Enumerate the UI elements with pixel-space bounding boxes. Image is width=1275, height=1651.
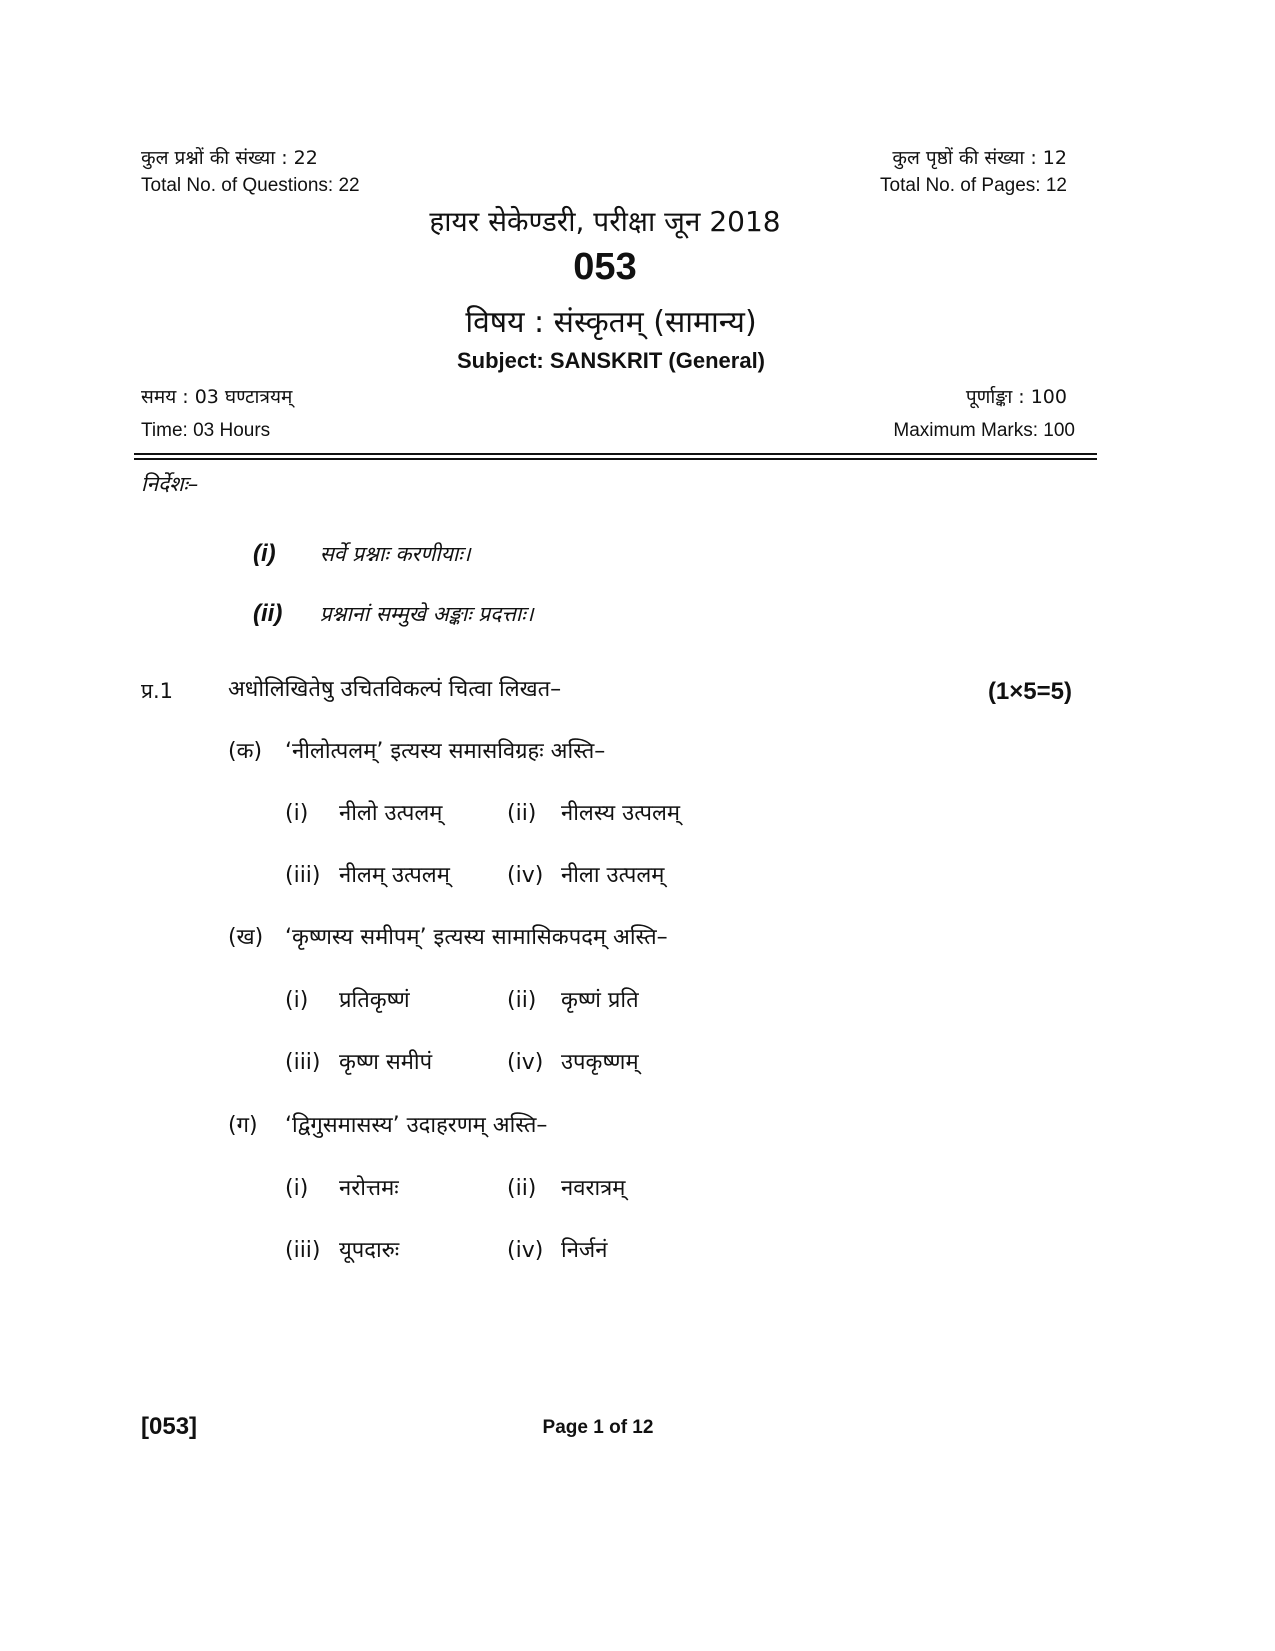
time-english: Time: 03 Hours	[141, 420, 271, 441]
option-text: नीलस्य उत्पलम्	[561, 801, 681, 826]
option-number: (ii)	[507, 988, 537, 1013]
paper-code: 053	[573, 246, 637, 288]
instructions-heading: निर्देशः–	[141, 472, 199, 496]
option-number: (i)	[285, 801, 309, 826]
option-number: (i)	[285, 1176, 309, 1201]
total-questions-english: Total No. of Questions: 22	[141, 175, 360, 196]
instruction-text: सर्वे प्रश्नाः करणीयाः।	[319, 542, 471, 566]
option-text: कृष्णं प्रति	[561, 988, 639, 1013]
time-hindi: समय : 03 घण्टात्रयम्	[141, 386, 293, 408]
footer-paper-code: [053]	[141, 1413, 198, 1440]
option-number: (ii)	[507, 1176, 537, 1201]
option-text: यूपदारुः	[339, 1238, 400, 1263]
option-text: नीला उत्पलम्	[561, 863, 665, 888]
option-row	[285, 1172, 625, 1202]
question-label: प्र.1	[141, 679, 173, 703]
header-divider-top	[134, 453, 1097, 455]
total-pages-english: Total No. of Pages: 12	[880, 175, 1067, 196]
option-number: (iii)	[285, 863, 321, 888]
instruction-number: (ii)	[253, 600, 283, 627]
max-marks-hindi: पूर्णाङ्का : 100	[965, 386, 1067, 408]
option-number: (iv)	[507, 1238, 544, 1263]
subject-hindi: विषय : संस्कृतम् (सामान्य)	[465, 305, 757, 340]
option-row	[285, 1234, 607, 1264]
instruction-number: (i)	[253, 540, 276, 567]
question-marks: (1×5=5)	[987, 678, 1072, 705]
option-text: नीलम् उत्पलम्	[339, 863, 450, 888]
part-label: (क)	[228, 739, 263, 764]
option-text: उपकृष्णम्	[561, 1050, 639, 1075]
total-pages-hindi: कुल पृष्ठों की संख्या : 12	[892, 147, 1067, 169]
option-row	[285, 984, 639, 1014]
option-number: (iii)	[285, 1238, 321, 1263]
max-marks-english: Maximum Marks: 100	[893, 420, 1075, 441]
header-divider-bottom	[134, 458, 1097, 460]
subject-english: Subject: SANSKRIT (General)	[456, 348, 766, 373]
part-text: ‘कृष्णस्य समीपम्’ इत्यस्य सामासिकपदम् अस्ति–	[285, 925, 668, 950]
total-questions-hindi: कुल प्रश्नों की संख्या : 22	[141, 147, 318, 169]
instruction-text: प्रश्नानां सम्मुखे अङ्काः प्रदत्ताः।	[319, 602, 534, 626]
option-number: (iii)	[285, 1050, 321, 1075]
instruction-item	[253, 540, 471, 568]
part-text: ‘द्विगुसमासस्य’ उदाहरणम् अस्ति–	[285, 1113, 548, 1138]
question-part	[228, 921, 668, 951]
option-number: (i)	[285, 988, 309, 1013]
option-row	[285, 859, 664, 889]
option-text: नीलो उत्पलम्	[339, 801, 443, 826]
option-number: (iv)	[507, 863, 544, 888]
option-number: (iv)	[507, 1050, 544, 1075]
part-text: ‘नीलोत्पलम्’ इत्यस्य समासविग्रहः अस्ति–	[285, 739, 606, 764]
option-row	[285, 1046, 639, 1076]
option-text: नवरात्रम्	[561, 1176, 626, 1201]
instruction-item	[253, 600, 534, 628]
part-label: (ग)	[228, 1113, 258, 1138]
page-number: Page 1 of 12	[542, 1417, 654, 1438]
option-number: (ii)	[507, 801, 537, 826]
question-part	[228, 735, 605, 765]
part-label: (ख)	[228, 925, 264, 950]
exam-title: हायर सेकेण्डरी, परीक्षा जून 2018	[429, 205, 781, 238]
question-text: अधोलिखितेषु उचितविकल्पं चित्वा लिखत–	[228, 677, 562, 702]
option-text: कृष्ण समीपं	[339, 1050, 433, 1075]
option-text: नरोत्तमः	[339, 1176, 399, 1201]
question-part	[228, 1109, 547, 1139]
option-text: प्रतिकृष्णं	[339, 988, 410, 1013]
option-text: निर्जनं	[561, 1238, 608, 1263]
option-row	[285, 797, 680, 827]
